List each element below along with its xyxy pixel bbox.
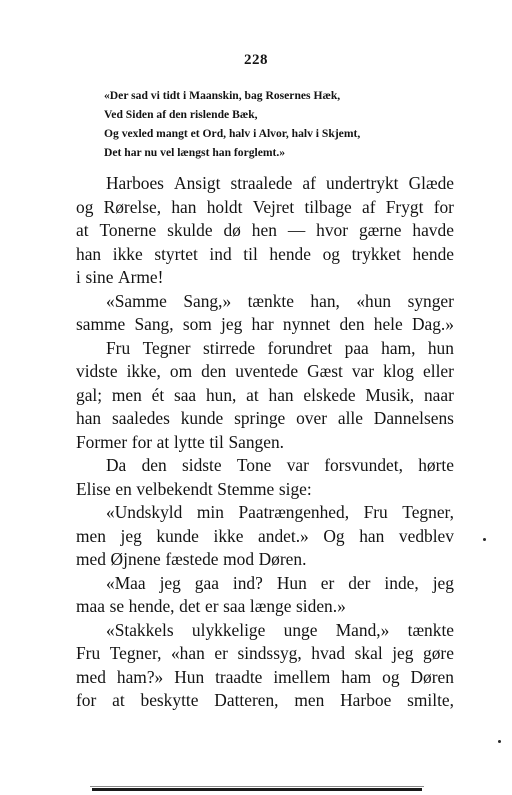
scan-speck: [498, 740, 501, 743]
verse-line: Og vexled mangt et Ord, halv i Alvor, halv i Skjemt,: [104, 127, 361, 140]
text-line: Former for at lytte til Sangen.: [76, 431, 284, 452]
text-line: at Tonerne skulde dø hen — hvor gærne havde: [76, 220, 454, 240]
text-line: «Stakkels ulykkelige unge Mand,» tænkte: [106, 619, 454, 640]
text-line: og Rørelse, han holdt Vejret tilbage af Frygt for: [76, 196, 454, 217]
text-line: Da den sidste Tone var forsvundet, hørte: [106, 455, 454, 475]
text-line: for at beskytte Datteren, men Harboe smilte,: [76, 690, 454, 710]
text-line: samme Sang, som jeg har nynnet den hele Dag.»: [76, 314, 454, 334]
text-line: vidste ikke, om den uventede Gæst var klog eller: [76, 361, 454, 381]
text-line: Fru Tegner, «han er sindssyg, hvad skal jeg gøre: [76, 643, 454, 663]
text-line: i sine Arme!: [76, 267, 164, 287]
verse-line: Ved Siden af den rislende Bæk,: [104, 108, 258, 121]
text-line: med ham?» Hun traadte imellem ham og Døren: [76, 666, 454, 687]
footer-rule: [92, 788, 422, 791]
verse-line: «Der sad vi tidt i Maanskin, bag Rosernes Hæk,: [104, 89, 341, 102]
text-line: gal; men ét saa hun, at han elskede Musik, naar: [76, 384, 454, 405]
text-line: han saaledes kunde springe over alle Dannelsens: [76, 408, 454, 428]
text-line: Harboes Ansigt straalede af undertrykt Glæde: [106, 173, 454, 193]
footer-rule-thin: [90, 786, 424, 787]
text-line: «Undskyld min Paatrængenhed, Fru Tegner,: [106, 502, 454, 522]
text-line: «Maa jeg gaa ind? Hun er der inde, jeg: [106, 572, 454, 593]
text-line: «Samme Sang,» tænkte han, «hun synger: [106, 290, 454, 311]
text-line: Fru Tegner stirrede forundret paa ham, hun: [106, 337, 454, 358]
scan-speck: [483, 538, 486, 541]
verse-block: [104, 86, 444, 162]
text-line: men jeg kunde ikke andet.» Og han vedblev: [76, 525, 454, 546]
verse-line: Det har nu vel længst han forglemt.»: [104, 146, 286, 159]
page-number: 228: [244, 52, 268, 68]
text-line: med Øjnene fæstede mod Døren.: [76, 549, 307, 569]
text-line: maa se hende, det er saa længe siden.»: [76, 596, 346, 616]
text-line: han ikke styrtet ind til hende og trykket hende: [76, 243, 454, 264]
text-line: Elise en velbekendt Stemme sige:: [76, 478, 312, 499]
body-text: [76, 172, 454, 713]
